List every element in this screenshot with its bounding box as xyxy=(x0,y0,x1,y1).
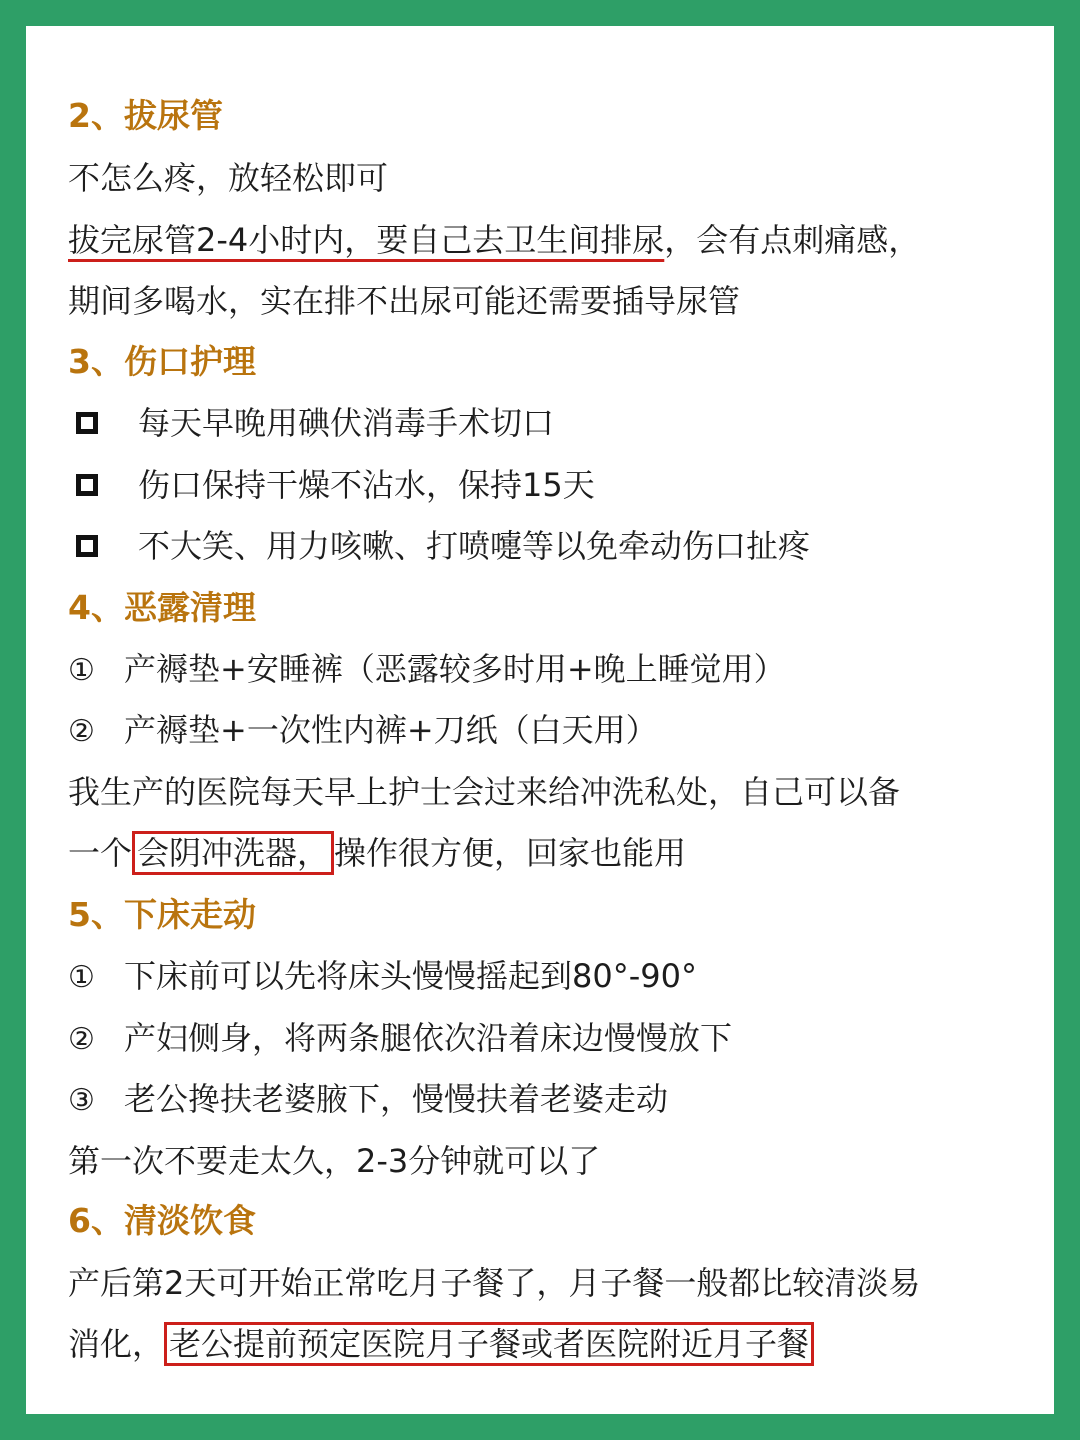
list-item xyxy=(68,951,697,1001)
section-2-line-2-rest: ，会有点刺痛感， xyxy=(664,221,921,259)
section-6-line-1: 产后第2天可开始正常吃月子餐了，月子餐一般都比较清淡易 xyxy=(68,1264,921,1302)
list-marker: ② xyxy=(68,1022,95,1057)
list-marker: ① xyxy=(68,653,95,688)
para-text: 操作很方便，回家也能用 xyxy=(334,834,687,872)
highlight-box: 老公提前预定医院月子餐或者医院附近月子餐 xyxy=(164,1322,814,1366)
section-2-line-1: 不怎么疼，放轻松即可 xyxy=(68,159,389,197)
list-item-text: 产褥垫+安睡裤（恶露较多时用+晚上睡觉用） xyxy=(124,650,786,688)
section-2-line-2 xyxy=(68,215,920,265)
list-item-text: 产褥垫+一次性内裤+刀纸（白天用） xyxy=(124,711,658,749)
section-heading-5: 5、下床走动 xyxy=(68,895,256,934)
section-heading-6: 6、清淡饮食 xyxy=(68,1201,256,1240)
para-text: 消化， xyxy=(68,1325,165,1363)
para-text: 一个 xyxy=(68,834,133,872)
section-6-line-2 xyxy=(68,1319,814,1369)
list-item xyxy=(68,705,658,755)
list-item-text: 产妇侧身，将两条腿依次沿着床边慢慢放下 xyxy=(124,1019,733,1057)
list-item-text: 伤口保持干燥不沾水，保持15天 xyxy=(138,466,595,504)
content-card xyxy=(26,26,1054,1414)
checkbox-icon xyxy=(68,398,138,448)
list-marker: ① xyxy=(68,960,95,995)
list-item-text: 不大笑、用力咳嗽、打喷嚏等以免牵动伤口扯疼 xyxy=(138,527,811,565)
list-item-text: 每天早晚用碘伏消毒手术切口 xyxy=(138,404,555,442)
section-heading-3: 3、伤口护理 xyxy=(68,342,256,381)
section-5-note: 第一次不要走太久，2-3分钟就可以了 xyxy=(68,1142,601,1180)
section-heading-4: 4、恶露清理 xyxy=(68,588,256,627)
checkbox-icon xyxy=(68,521,138,571)
list-marker: ③ xyxy=(68,1083,95,1118)
section-heading-2: 2、拔尿管 xyxy=(68,96,223,135)
underlined-phrase: 拔完尿管2-4小时内，要自己去卫生间排尿 xyxy=(68,221,665,259)
list-item-text: 老公搀扶老婆腋下，慢慢扶着老婆走动 xyxy=(124,1080,669,1118)
list-item xyxy=(68,1013,732,1063)
list-item xyxy=(68,1074,668,1124)
list-item-text: 下床前可以先将床头慢慢摇起到80°-90° xyxy=(124,957,697,995)
list-item xyxy=(68,398,554,448)
list-item xyxy=(68,644,786,694)
list-item xyxy=(68,521,810,571)
list-item xyxy=(68,460,595,510)
highlight-box: 会阴冲洗器， xyxy=(132,831,334,875)
section-4-para-line-1: 我生产的医院每天早上护士会过来给冲洗私处，自己可以备 xyxy=(68,773,901,811)
checkbox-icon xyxy=(68,460,138,510)
list-marker: ② xyxy=(68,714,95,749)
section-2-line-3: 期间多喝水，实在排不出尿可能还需要插导尿管 xyxy=(68,282,741,320)
section-4-para-line-2 xyxy=(68,828,686,878)
